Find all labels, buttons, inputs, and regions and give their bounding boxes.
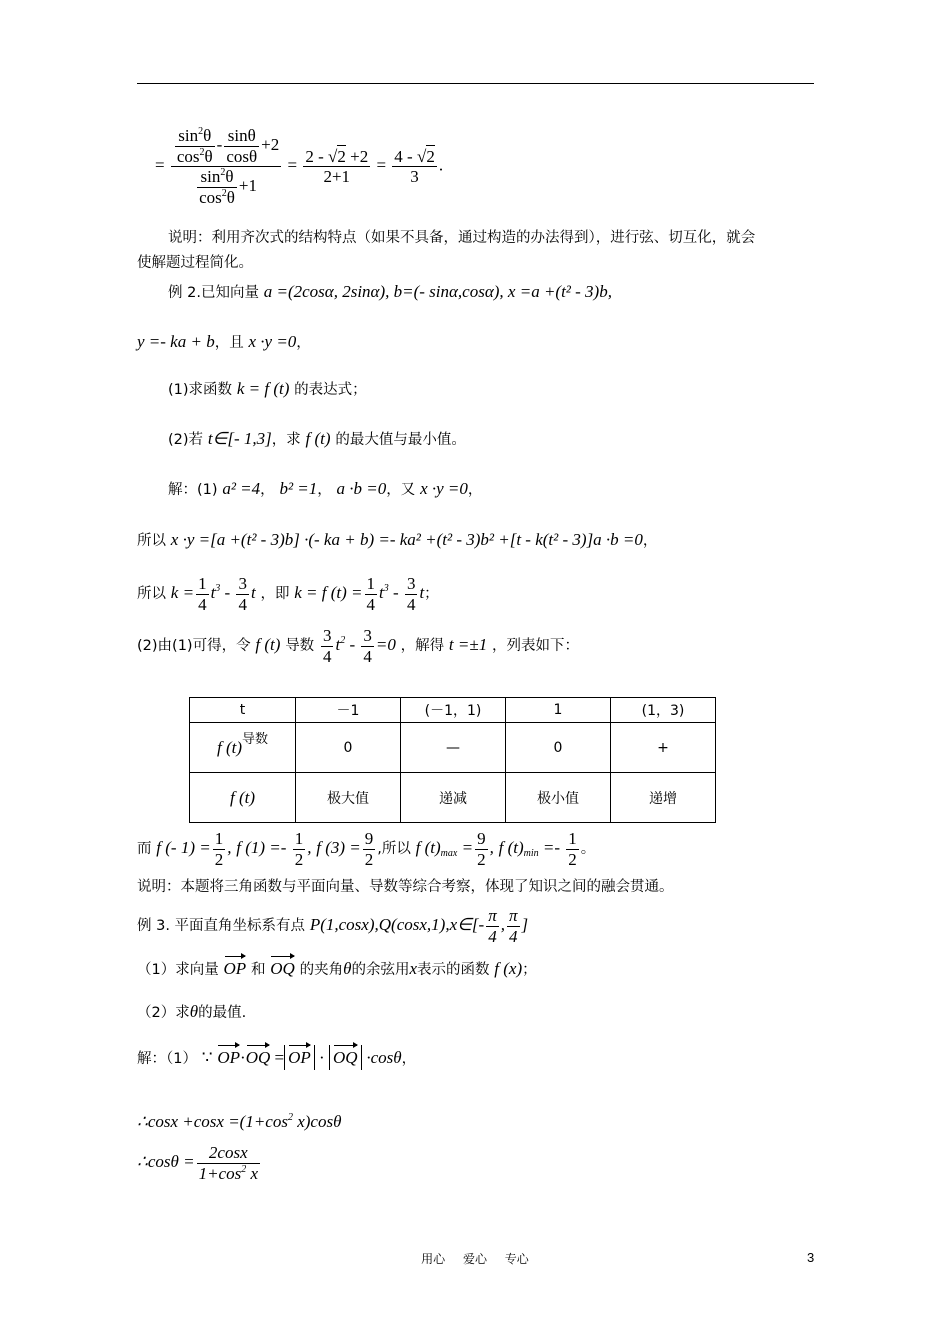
example-3-q1: （1）求向量 OP 和 OQ 的夹角θ的余弦用x表示的函数 f (x)； <box>137 959 537 978</box>
formula-top: = $\frac{\sin^2\theta}{\cos^2\theta}$ - $\frac{\sin\theta}{\cos\theta}$ +2 $\frac{\sin^2\theta}{\cos^2\theta}$ +1 = $\frac{2 - √2 +2}{2+1}$ = $\frac{4 - √2}{3}$ . <box>155 126 444 207</box>
question-1: (1)求函数 k = f (t) 的表达式； <box>168 379 367 398</box>
variation-table <box>189 697 716 823</box>
note-1-line-1: 说明：利用齐次式的结构特点（如果不具备，通过构造的办法得到），进行弦、切互化，就会 <box>168 230 756 246</box>
solution-3-line-2: ∴cosx $+\cos x =(1+\cos^2$ x)cosθ <box>137 1112 342 1131</box>
page-footer: 用心 爱心 专心 <box>421 1252 529 1266</box>
big-fraction: $\frac{\sin^2\theta}{\cos^2\theta}$ - $\frac{\sin\theta}{\cos\theta}$ +2 $\frac{\sin^2\theta}{\cos^2\theta}$ +1 <box>171 126 281 207</box>
solution-1: 解：(1) a² =4， b² =1， a ·b =0，又 x ·y =0， <box>168 479 483 498</box>
header-rule <box>137 83 814 84</box>
part-2-derivative: (2)由(1)可得，令 f (t) 导数 $\frac{3}{4}$ $t^2$ - $\frac{3}{4}$ =0 ，解得 t =±1 ，列表如下： <box>137 626 579 666</box>
page-number: 3 <box>807 1250 815 1265</box>
solution-k: 所以 k = $\frac{1}{4}$ $t^3$ - $\frac{3}{4}$ t ，即 k = f (t) = $\frac{1}{4}$ $t^3$ - $\frac{3}{4}$ t； <box>137 574 439 614</box>
table-header-row: t －1 (－1，1) 1 (1，3) <box>190 698 716 723</box>
example-3-q2: （2）求θ的最值. <box>137 1002 247 1021</box>
solution-3-line-1: 解：（1） ∵ OP·OQ = OP · OQ ·cosθ， <box>137 1047 416 1068</box>
values-line: 而 f (- 1) = $\frac{1}{2}$ , f (1) =- $\frac{1}{2}$ , f (3) = $\frac{9}{2}$ ,所以 f $(t)_{max}$ = $\frac{9}{2}$ , f $(t)_{min}$ =- $\frac{1}{2}$ 。 <box>137 829 596 869</box>
table-row: f (t) 极大值 递减 极小值 递增 <box>190 773 716 823</box>
solution-3-line-3: ∴cosθ = $\frac{2\cos x}{1+\cos^2 x}$ <box>137 1143 258 1183</box>
solution-so: 所以 x ·y =[a +(t² - 3)b] ·(- ka + b) =- ka² +(t² - 3)b² +[t - k(t² - 3)]a ·b =0， <box>137 530 658 549</box>
example-3-header: 例 3. 平面直角坐标系有点 P(1,cosx),Q(cosx,1),x∈[- $\frac{\pi}{4}$ , $\frac{\pi}{4}$ ] <box>137 906 529 946</box>
question-2: (2)若 t∈[- 1,3]，求 f (t) 的最大值与最小值。 <box>168 429 466 448</box>
table-row: f $(t)^{导数}$ 0 — 0 + <box>190 723 716 773</box>
note-1-line-2: 使解题过程简化。 <box>137 255 253 271</box>
note-2: 说明：本题将三角函数与平面向量、导数等综合考察，体现了知识之间的融会贯通。 <box>137 879 674 895</box>
example-2-line-2: y =- ka + b，且 x ·y =0， <box>137 332 311 351</box>
example-2-header: 例 2.已知向量 a =(2cosα, 2sinα), b=(- sinα,cosα), x =a +(t² - 3)b, <box>168 282 612 301</box>
